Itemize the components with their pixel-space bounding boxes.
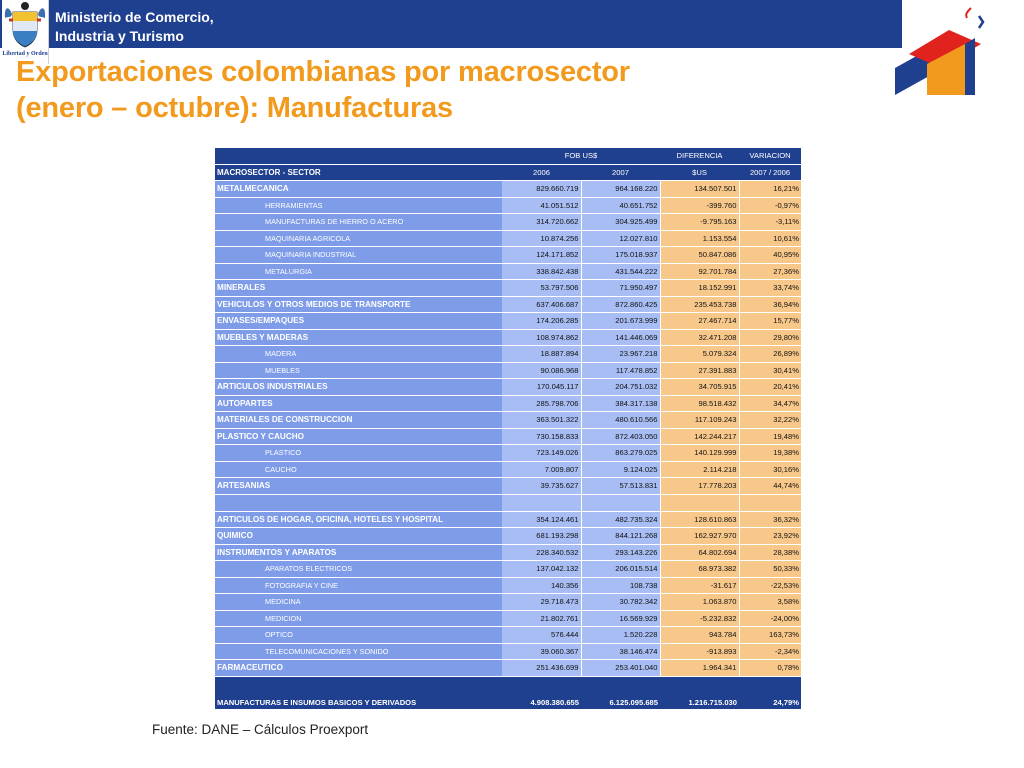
value-difference: 117.109.243: [660, 412, 739, 429]
value-2006: 285.798.706: [502, 395, 581, 412]
value-variation: 26,89%: [739, 346, 801, 363]
value-2007: 872.403.050: [581, 428, 660, 445]
crest-motto: Libertad y Orden: [2, 51, 48, 57]
sector-name: ARTESANIAS: [215, 478, 502, 495]
value-variation: 30,16%: [739, 461, 801, 478]
value-variation: 36,32%: [739, 511, 801, 528]
sector-name: MEDICINA: [215, 594, 502, 611]
total-difference: 1.216.715.030: [660, 676, 739, 709]
value-variation: 163,73%: [739, 627, 801, 644]
value-variation: -0,97%: [739, 197, 801, 214]
table-row: [215, 511, 801, 528]
value-difference: 92.701.784: [660, 263, 739, 280]
table-row: [215, 181, 801, 198]
value-difference: -913.893: [660, 643, 739, 660]
table-row: [215, 544, 801, 561]
value-2007: 71.950.497: [581, 280, 660, 297]
table-row: [215, 412, 801, 429]
value-2007: 175.018.937: [581, 247, 660, 264]
value-variation: 20,41%: [739, 379, 801, 396]
colombia-brand-logo-icon: [895, 0, 1005, 95]
value-2006: 576.444: [502, 627, 581, 644]
value-difference: 27.391.883: [660, 362, 739, 379]
value-2006: 29.718.473: [502, 594, 581, 611]
sector-name: APARATOS ELECTRICOS: [215, 561, 502, 578]
sector-name: VEHICULOS Y OTROS MEDIOS DE TRANSPORTE: [215, 296, 502, 313]
table-row: [215, 313, 801, 330]
header-diferencia: DIFERENCIA: [660, 148, 739, 164]
value-2006: 251.436.699: [502, 660, 581, 677]
table-row: [215, 594, 801, 611]
value-difference: 64.802.694: [660, 544, 739, 561]
value-2007: 30.782.342: [581, 594, 660, 611]
value-2006: 7.009.807: [502, 461, 581, 478]
sector-name: INSTRUMENTOS Y APARATOS: [215, 544, 502, 561]
total-2006: 4.908.380.655: [502, 676, 581, 709]
header-sector: MACROSECTOR - SECTOR: [215, 164, 502, 181]
table-row: [215, 445, 801, 462]
sector-name: MAQUINARIA INDUSTRIAL: [215, 247, 502, 264]
value-2006: 41.051.512: [502, 197, 581, 214]
value-variation: 0,78%: [739, 660, 801, 677]
table-row: [215, 428, 801, 445]
total-variation: 24,79%: [739, 676, 801, 709]
value-2006: 10.874.256: [502, 230, 581, 247]
value-variation: 30,41%: [739, 362, 801, 379]
sector-name: MUEBLES: [215, 362, 502, 379]
value-2006: 681.193.298: [502, 528, 581, 545]
value-difference: 1.063.870: [660, 594, 739, 611]
value-2006: 39.735.627: [502, 478, 581, 495]
table-row: [215, 627, 801, 644]
value-2007: 206.015.514: [581, 561, 660, 578]
value-difference: 142.244.217: [660, 428, 739, 445]
value-difference: 943.784: [660, 627, 739, 644]
value-2007: 57.513.831: [581, 478, 660, 495]
value-2007: 40.651.752: [581, 197, 660, 214]
value-difference: 1.153.554: [660, 230, 739, 247]
value-2007: 38.146.474: [581, 643, 660, 660]
table-row: [215, 296, 801, 313]
total-name: MANUFACTURAS E INSUMOS BASICOS Y DERIVADOS: [215, 676, 502, 709]
table-row: [215, 230, 801, 247]
sector-name: AUTOPARTES: [215, 395, 502, 412]
value-variation: 28,38%: [739, 544, 801, 561]
value-2007: 117.478.852: [581, 362, 660, 379]
slide-title: Exportaciones colombianas por macrosector (enero – octubre): Manufacturas: [16, 56, 630, 124]
value-2007: 480.610.566: [581, 412, 660, 429]
value-difference: 32.471.208: [660, 329, 739, 346]
value-2006: 228.340.532: [502, 544, 581, 561]
value-difference: -399.760: [660, 197, 739, 214]
value-2007: 863.279.025: [581, 445, 660, 462]
table-row: [215, 329, 801, 346]
value-difference: 140.129.999: [660, 445, 739, 462]
value-difference: 235.453.738: [660, 296, 739, 313]
value-variation: 29,80%: [739, 329, 801, 346]
value-difference: 98.518.432: [660, 395, 739, 412]
value-difference: 5.079.324: [660, 346, 739, 363]
value-variation: 15,77%: [739, 313, 801, 330]
sector-name: HERRAMIENTAS: [215, 197, 502, 214]
value-difference: 68.973.382: [660, 561, 739, 578]
value-variation: 27,36%: [739, 263, 801, 280]
sector-name: PLASTICO Y CAUCHO: [215, 428, 502, 445]
header-variacion: VARIACION: [739, 148, 801, 164]
value-2006: 174.206.285: [502, 313, 581, 330]
value-variation: 50,33%: [739, 561, 801, 578]
table-row: [215, 263, 801, 280]
sector-name: MATERIALES DE CONSTRUCCION: [215, 412, 502, 429]
value-variation: 19,38%: [739, 445, 801, 462]
table-row: [215, 494, 801, 511]
value-2006: 53.797.506: [502, 280, 581, 297]
ministry-name: Ministerio de Comercio, Industria y Turismo: [55, 9, 214, 44]
table-row: [215, 610, 801, 627]
value-2006: 354.124.461: [502, 511, 581, 528]
value-2007: 204.751.032: [581, 379, 660, 396]
sector-name: MINERALES: [215, 280, 502, 297]
value-variation: 16,21%: [739, 181, 801, 198]
value-2007: 141.446.069: [581, 329, 660, 346]
total-row: [215, 676, 801, 709]
header-row-sub: [215, 164, 801, 181]
coat-of-arms-icon: [2, 0, 48, 50]
sector-name: PLASTICO: [215, 445, 502, 462]
value-2006: 140.356: [502, 577, 581, 594]
exports-table: [215, 148, 801, 710]
sector-name: ENVASES/EMPAQUES: [215, 313, 502, 330]
value-2007: 23.967.218: [581, 346, 660, 363]
value-2007: 384.317.138: [581, 395, 660, 412]
value-difference: 27.467.714: [660, 313, 739, 330]
total-2007: 6.125.095.685: [581, 676, 660, 709]
value-2006: 637.406.687: [502, 296, 581, 313]
value-2006: 124.171.852: [502, 247, 581, 264]
value-variation: 3,58%: [739, 594, 801, 611]
value-variation: 32,22%: [739, 412, 801, 429]
table-row: [215, 461, 801, 478]
value-2007: 1.520.228: [581, 627, 660, 644]
value-2007: 872.860.425: [581, 296, 660, 313]
header-ratio: 2007 / 2006: [739, 164, 801, 181]
value-2006: 18.887.894: [502, 346, 581, 363]
header-2007: 2007: [581, 164, 660, 181]
table-row: [215, 528, 801, 545]
value-2007: 12.027.810: [581, 230, 660, 247]
sector-name: CAUCHO: [215, 461, 502, 478]
sector-name: MUEBLES Y MADERAS: [215, 329, 502, 346]
value-variation: 40,95%: [739, 247, 801, 264]
value-variation: [739, 494, 801, 511]
sector-name: TELECOMUNICACIONES Y SONIDO: [215, 643, 502, 660]
value-difference: 162.927.970: [660, 528, 739, 545]
value-variation: 33,74%: [739, 280, 801, 297]
table-row: [215, 214, 801, 231]
value-2007: 431.544.222: [581, 263, 660, 280]
value-difference: 34.705.915: [660, 379, 739, 396]
sector-name: MEDICION: [215, 610, 502, 627]
value-difference: -9.795.163: [660, 214, 739, 231]
value-variation: 34,47%: [739, 395, 801, 412]
sector-name: ARTICULOS DE HOGAR, OFICINA, HOTELES Y HOSPITAL: [215, 511, 502, 528]
sector-name: FOTOGRAFIA Y CINE: [215, 577, 502, 594]
value-variation: 44,74%: [739, 478, 801, 495]
value-difference: -5.232.832: [660, 610, 739, 627]
value-variation: -2,34%: [739, 643, 801, 660]
value-2007: 482.735.324: [581, 511, 660, 528]
table-row: [215, 280, 801, 297]
table-row: [215, 362, 801, 379]
value-2007: 293.143.226: [581, 544, 660, 561]
value-2007: [581, 494, 660, 511]
table-row: [215, 478, 801, 495]
sector-name: METALURGIA: [215, 263, 502, 280]
sector-name: METALMECANICA: [215, 181, 502, 198]
value-2007: 108.738: [581, 577, 660, 594]
sector-name: MADERA: [215, 346, 502, 363]
value-variation: 19,48%: [739, 428, 801, 445]
sector-name: OPTICO: [215, 627, 502, 644]
header-row-groups: [215, 148, 801, 164]
value-variation: -22,53%: [739, 577, 801, 594]
value-2007: 304.925.499: [581, 214, 660, 231]
value-2006: 314.720.662: [502, 214, 581, 231]
value-difference: 50.847.086: [660, 247, 739, 264]
value-2007: 201.673.999: [581, 313, 660, 330]
header-fob: FOB US$: [502, 148, 660, 164]
table-row: [215, 660, 801, 677]
sector-name: ARTICULOS INDUSTRIALES: [215, 379, 502, 396]
header-2006: 2006: [502, 164, 581, 181]
value-2006: 39.060.367: [502, 643, 581, 660]
value-2007: 9.124.025: [581, 461, 660, 478]
sector-name: MAQUINARIA AGRICOLA: [215, 230, 502, 247]
value-variation: 36,94%: [739, 296, 801, 313]
table-row: [215, 247, 801, 264]
value-difference: -31.617: [660, 577, 739, 594]
value-2006: 723.149.026: [502, 445, 581, 462]
value-difference: 1.964.341: [660, 660, 739, 677]
table-row: [215, 395, 801, 412]
value-2007: 964.168.220: [581, 181, 660, 198]
source-note: Fuente: DANE – Cálculos Proexport: [152, 722, 369, 737]
value-difference: 17.778.203: [660, 478, 739, 495]
value-variation: -3,11%: [739, 214, 801, 231]
value-2006: 108.974.862: [502, 329, 581, 346]
table-row: [215, 643, 801, 660]
value-difference: [660, 494, 739, 511]
value-variation: 10,61%: [739, 230, 801, 247]
sector-name: FARMACEUTICO: [215, 660, 502, 677]
value-2007: 844.121.268: [581, 528, 660, 545]
value-difference: 2.114.218: [660, 461, 739, 478]
value-difference: 134.507.501: [660, 181, 739, 198]
table-row: [215, 577, 801, 594]
sector-name: [215, 494, 502, 511]
sector-name: MANUFACTURAS DE HIERRO O ACERO: [215, 214, 502, 231]
table-row: [215, 561, 801, 578]
table-row: [215, 197, 801, 214]
value-2007: 16.569.929: [581, 610, 660, 627]
value-2006: 338.842.438: [502, 263, 581, 280]
value-2006: [502, 494, 581, 511]
value-2006: 137.042.132: [502, 561, 581, 578]
value-difference: 128.610.863: [660, 511, 739, 528]
value-2006: 730.158.833: [502, 428, 581, 445]
table-row: [215, 379, 801, 396]
header-blank: [215, 148, 502, 164]
value-variation: 23,92%: [739, 528, 801, 545]
value-2006: 90.086.968: [502, 362, 581, 379]
value-2006: 21.802.761: [502, 610, 581, 627]
header-usd: $US: [660, 164, 739, 181]
value-variation: -24,00%: [739, 610, 801, 627]
value-2006: 363.501.322: [502, 412, 581, 429]
value-2007: 253.401.040: [581, 660, 660, 677]
sector-name: QUIMICO: [215, 528, 502, 545]
table-row: [215, 346, 801, 363]
value-difference: 18.152.991: [660, 280, 739, 297]
value-2006: 829.660.719: [502, 181, 581, 198]
value-2006: 170.045.117: [502, 379, 581, 396]
